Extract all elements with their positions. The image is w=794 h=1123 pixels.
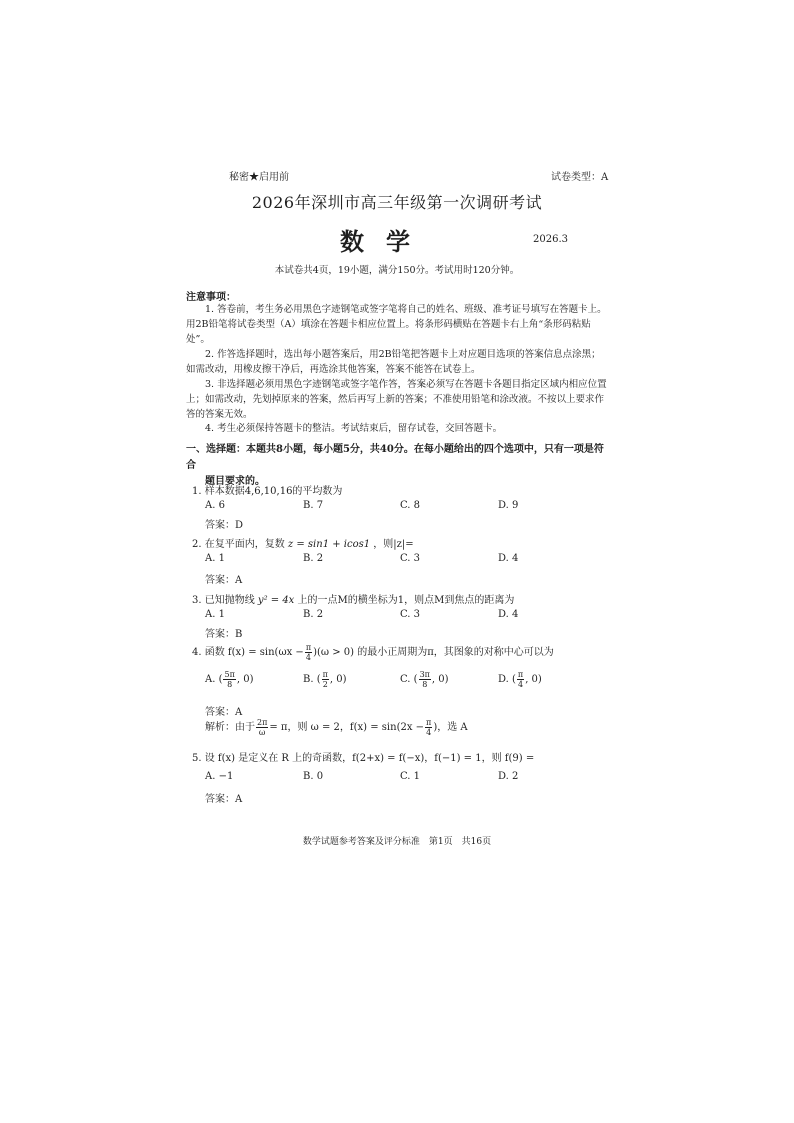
q2-option-c: C. 3	[400, 553, 421, 564]
q2-option-d: D. 4	[498, 553, 519, 564]
q2-stem-math: z = sin1 + icos1	[287, 539, 371, 550]
exam-meta: 本试卷共4页，19小题，满分150分。考试用时120分钟。	[274, 265, 520, 276]
question-5-stem: 5. 设 f(x) 是定义在 R 上的奇函数，f(2+x) = f(−x)，f(−1) = 1，则 f(9) =	[192, 753, 535, 764]
question-3-stem	[192, 591, 514, 606]
section-heading-rest: 题目要求的。	[205, 476, 265, 487]
question-2-stem	[192, 535, 414, 550]
q2-stem-text-end: ，则|z|=	[373, 539, 414, 550]
q3-stem-math: y² = 4x	[257, 595, 295, 606]
section-heading-main: 一、选择题：本题共8小题，每小题5分，共40分。在每小题给出的四个选项中，只有一项是符合	[186, 444, 604, 471]
q1-answer: 答案：D	[205, 520, 244, 531]
exam-date: 2026.3	[533, 234, 568, 245]
question-4-stem	[192, 643, 554, 662]
note-item: 2. 作答选择题时，选出每小题答案后，用2B铅笔把答题卡上对应题目选项的答案信息点涂黑；如需改动，用橡皮擦干净后，再选涂其他答案，答案不能答在试卷上。	[186, 349, 601, 375]
q5-option-b: B. 0	[303, 771, 324, 782]
q1-option-b: B. 7	[303, 500, 324, 511]
q4-option-b: B. ( $\frac{\pi}{2}$ , 0)	[303, 670, 347, 689]
q5-answer: 答案：A	[205, 794, 243, 805]
q3-stem-text: 3. 已知抛物线	[192, 595, 255, 606]
q3-option-a: A. 1	[205, 609, 225, 620]
q4-solution: 解析：由于 $\frac{2\pi}{\omega}$ = π，则 ω = 2，f(x) = sin(2x − $\frac{\pi}{4}$ )，选 A	[205, 718, 468, 737]
q4-stem-text-end: )(ω > 0) 的最小正周期为π，其图象的对称中心可以为	[313, 647, 554, 658]
exam-title: 2026年深圳市高三年级第一次调研考试	[251, 193, 543, 212]
page-footer: 数学试题参考答案及评分标准 第1页 共16页	[302, 837, 492, 847]
q3-answer: 答案：B	[205, 629, 243, 640]
q4-option-d: D. ( $\frac{\pi}{4}$ , 0)	[498, 670, 542, 689]
q3-option-c: C. 3	[400, 609, 421, 620]
q4-answer: 答案：A	[205, 707, 243, 718]
q4-option-a: A. ( $\frac{5\pi}{8}$ , 0)	[205, 670, 254, 689]
q5-option-a: A. −1	[205, 771, 234, 782]
note-item: 3. 非选择题必须用黑色字迹钢笔或签字笔作答，答案必须写在答题卡各题目指定区域内相应位置上；如需改动，先划掉原来的答案，然后再写上新的答案；不准使用铅笔和涂改液。不按以上要求作答的答案无效。	[186, 379, 607, 420]
q2-option-b: B. 2	[303, 553, 324, 564]
q1-option-c: C. 8	[400, 500, 421, 511]
q3-option-d: D. 4	[498, 609, 519, 620]
q2-option-a: A. 1	[205, 553, 225, 564]
paper-type-label: 试卷类型：A	[551, 172, 609, 183]
q1-option-d: D. 9	[498, 500, 519, 511]
subject-title: 数学	[340, 227, 432, 256]
q2-answer: 答案：A	[205, 575, 243, 586]
note-item: 4. 考生必须保持答题卡的整洁。考试结束后，留存试卷，交回答题卡。	[205, 423, 503, 434]
q3-stem-text-end: 上的一点M的横坐标为1，则点M到焦点的距离为	[297, 595, 515, 606]
q1-option-a: A. 6	[205, 500, 225, 511]
question-1-stem: 1. 样本数据4,6,10,16的平均数为	[192, 486, 343, 497]
q2-stem-text: 2. 在复平面内，复数	[192, 539, 285, 550]
confidential-label: 秘密★启用前	[229, 172, 289, 183]
q5-option-d: D. 2	[498, 771, 519, 782]
q4-stem-fraction: $\frac{\pi}{4}$	[305, 643, 312, 662]
q4-option-c: C. ( $\frac{3\pi}{8}$ , 0)	[400, 670, 449, 689]
notes-heading: 注意事项：	[186, 292, 236, 303]
note-item: 1. 答卷前，考生务必用黑色字迹钢笔或签字笔将自己的姓名、班级、准考证号填写在答题卡上。用2B铅笔将试卷类型（A）填涂在答题卡相应位置上。将条形码横贴在答题卡右上角“条形码粘贴处”。	[186, 304, 607, 345]
q4-stem-text: 4. 函数 f(x) = sin(ωx −	[192, 647, 304, 658]
q3-option-b: B. 2	[303, 609, 324, 620]
q5-option-c: C. 1	[400, 771, 421, 782]
